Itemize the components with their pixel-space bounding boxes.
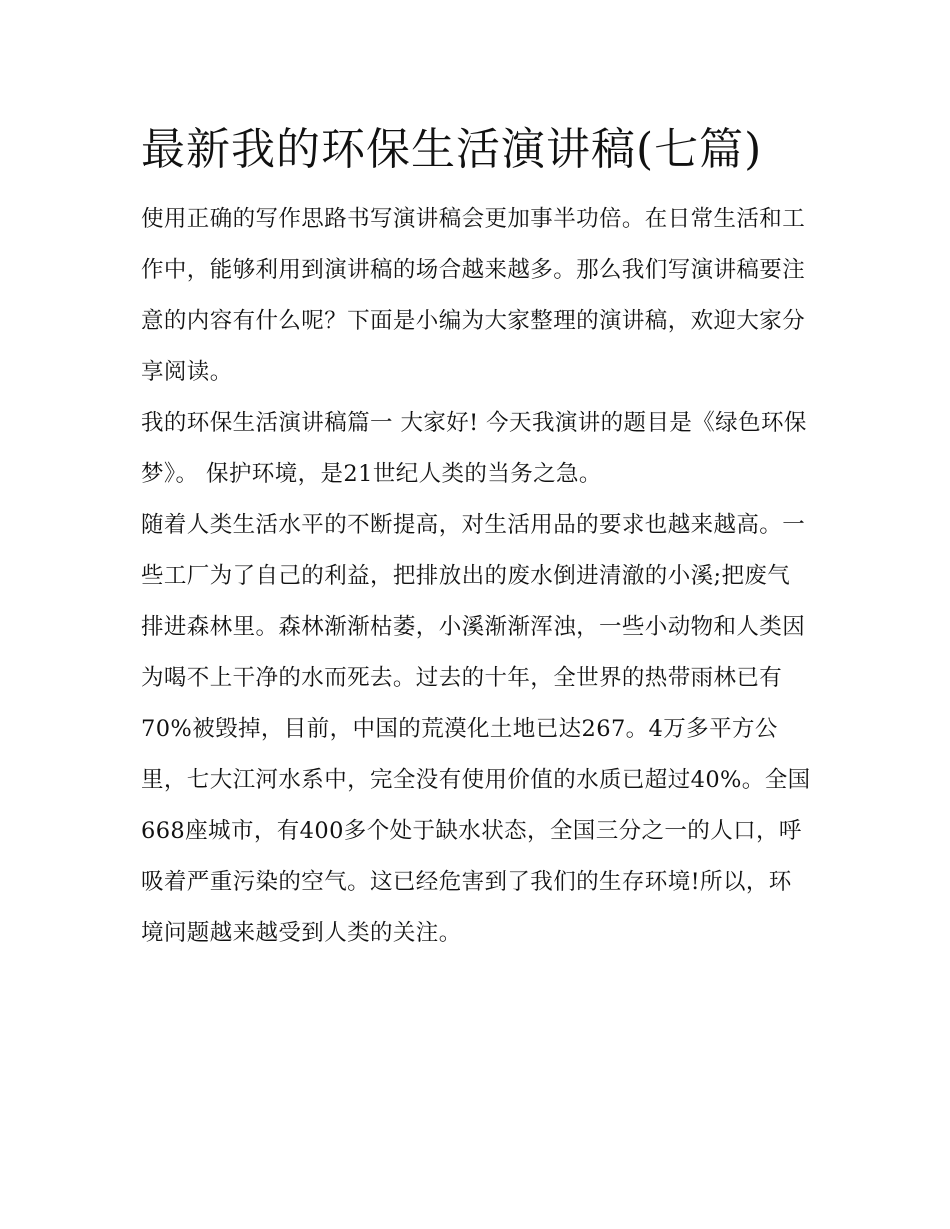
- paragraph-intro: 使用正确的写作思路书写演讲稿会更加事半功倍。在日常生活和工作中，能够利用到演讲稿的场合越来越多。那么我们写演讲稿要注意的内容有什么呢？下面是小编为大家整理的演讲稿，欢迎大家分享阅读。: [141, 206, 806, 385]
- document-body: [141, 112, 813, 959]
- document-title: 最新我的环保生活演讲稿(七篇): [141, 124, 763, 175]
- paragraph-speech-opening: 我的环保生活演讲稿篇一 大家好! 今天我演讲的题目是《绿色环保梦》。 保护环境，是21世纪人类的当务之急。: [141, 410, 807, 487]
- paragraph-environment-problems: 随着人类生活水平的不断提高，对生活用品的要求也越来越高。一些工厂为了自己的利益，把排放出的废水倒进清澈的小溪;把废气排进森林里。森林渐渐枯萎，小溪渐渐浑浊，一些小动物和人类因为喝不上干净的水而死去。过去的十年，全世界的热带雨林已有70%被毁掉，目前，中国的荒漠化土地已达267。4万多平方公里，七大江河水系中，完全没有使用价值的水质已超过40%。全国668座城市，有400多个处于缺水状态，全国三分之一的人口，呼吸着严重污染的空气。这已经危害到了我们的生存环境!所以，环境问题越来越受到人类的关注。: [141, 512, 811, 946]
